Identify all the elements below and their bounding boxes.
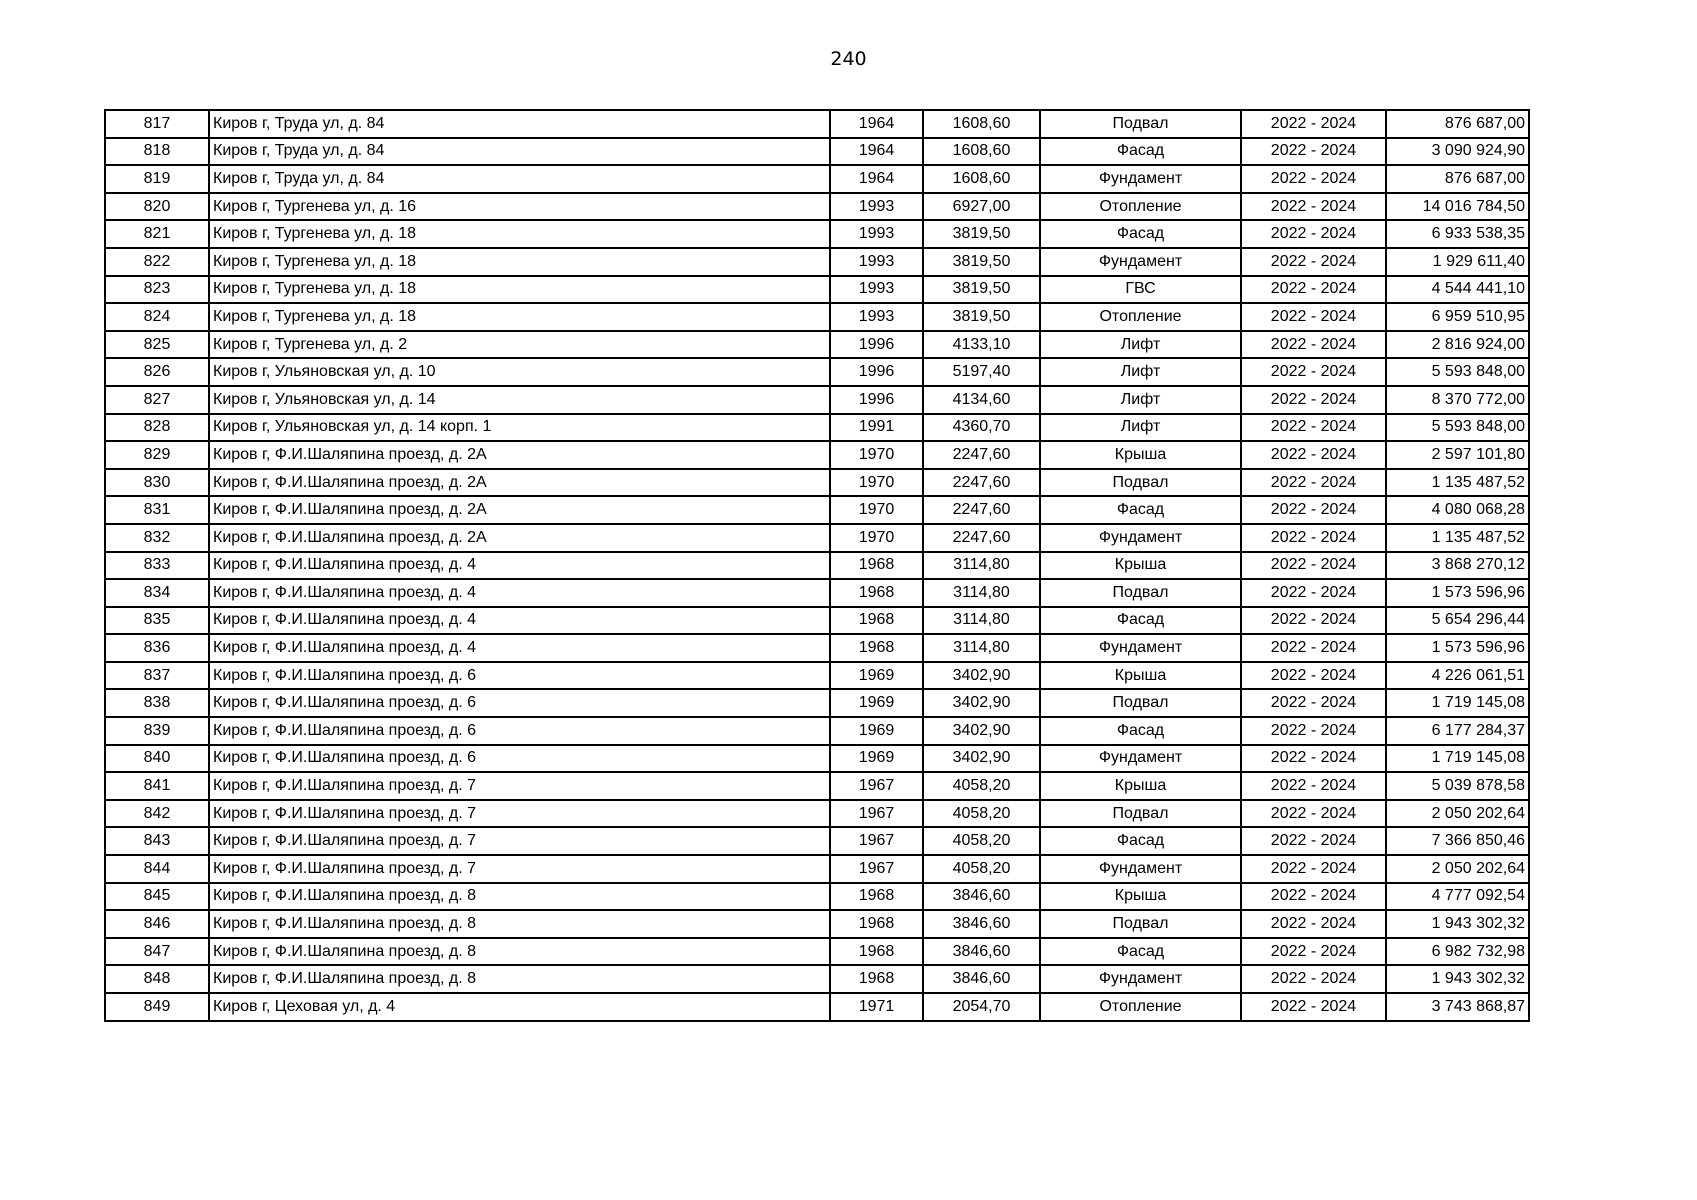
row-number-cell: 839 — [105, 717, 209, 745]
address-cell: Киров г, Ф.И.Шаляпина проезд, д. 6 — [209, 662, 830, 690]
row-number-cell: 840 — [105, 745, 209, 773]
area-cell: 4058,20 — [923, 772, 1040, 800]
row-number-cell: 823 — [105, 276, 209, 304]
area-cell: 4058,20 — [923, 800, 1040, 828]
area-cell: 3114,80 — [923, 634, 1040, 662]
row-number-cell: 820 — [105, 193, 209, 221]
address-cell: Киров г, Цеховая ул, д. 4 — [209, 993, 830, 1021]
work-type-cell: Фасад — [1040, 717, 1241, 745]
table-row — [105, 165, 1529, 193]
address-cell: Киров г, Ф.И.Шаляпина проезд, д. 2А — [209, 441, 830, 469]
build-year-cell: 1969 — [830, 662, 923, 690]
cost-cell: 7 366 850,46 — [1386, 827, 1529, 855]
table-row — [105, 414, 1529, 442]
period-cell: 2022 - 2024 — [1241, 524, 1386, 552]
cost-cell: 6 177 284,37 — [1386, 717, 1529, 745]
table-row — [105, 800, 1529, 828]
work-type-cell: Фасад — [1040, 607, 1241, 635]
address-cell: Киров г, Ф.И.Шаляпина проезд, д. 6 — [209, 745, 830, 773]
work-type-cell: Лифт — [1040, 386, 1241, 414]
table-row — [105, 607, 1529, 635]
row-number-cell: 838 — [105, 689, 209, 717]
area-cell: 4360,70 — [923, 414, 1040, 442]
address-cell: Киров г, Ф.И.Шаляпина проезд, д. 2А — [209, 524, 830, 552]
work-type-cell: Подвал — [1040, 469, 1241, 497]
work-type-cell: Крыша — [1040, 883, 1241, 911]
period-cell: 2022 - 2024 — [1241, 469, 1386, 497]
period-cell: 2022 - 2024 — [1241, 386, 1386, 414]
work-type-cell: Фундамент — [1040, 965, 1241, 993]
cost-cell: 6 959 510,95 — [1386, 303, 1529, 331]
area-cell: 3402,90 — [923, 689, 1040, 717]
address-cell: Киров г, Ф.И.Шаляпина проезд, д. 4 — [209, 552, 830, 580]
table-row — [105, 579, 1529, 607]
work-type-cell: Лифт — [1040, 414, 1241, 442]
work-type-cell: Крыша — [1040, 662, 1241, 690]
build-year-cell: 1993 — [830, 193, 923, 221]
build-year-cell: 1996 — [830, 331, 923, 359]
table-row — [105, 358, 1529, 386]
address-cell: Киров г, Труда ул, д. 84 — [209, 138, 830, 166]
area-cell: 2247,60 — [923, 441, 1040, 469]
row-number-cell: 849 — [105, 993, 209, 1021]
period-cell: 2022 - 2024 — [1241, 579, 1386, 607]
period-cell: 2022 - 2024 — [1241, 745, 1386, 773]
work-type-cell: Отопление — [1040, 303, 1241, 331]
table-row — [105, 524, 1529, 552]
row-number-cell: 841 — [105, 772, 209, 800]
row-number-cell: 843 — [105, 827, 209, 855]
address-cell: Киров г, Тургенева ул, д. 2 — [209, 331, 830, 359]
build-year-cell: 1993 — [830, 303, 923, 331]
area-cell: 3846,60 — [923, 938, 1040, 966]
address-cell: Киров г, Ф.И.Шаляпина проезд, д. 4 — [209, 607, 830, 635]
address-cell: Киров г, Труда ул, д. 84 — [209, 110, 830, 138]
area-cell: 3114,80 — [923, 552, 1040, 580]
period-cell: 2022 - 2024 — [1241, 441, 1386, 469]
table-row — [105, 386, 1529, 414]
work-type-cell: Фасад — [1040, 220, 1241, 248]
build-year-cell: 1967 — [830, 772, 923, 800]
build-year-cell: 1993 — [830, 248, 923, 276]
area-cell: 3114,80 — [923, 579, 1040, 607]
area-cell: 5197,40 — [923, 358, 1040, 386]
build-year-cell: 1968 — [830, 634, 923, 662]
build-year-cell: 1967 — [830, 800, 923, 828]
area-cell: 3402,90 — [923, 745, 1040, 773]
cost-cell: 6 982 732,98 — [1386, 938, 1529, 966]
address-cell: Киров г, Ульяновская ул, д. 14 корп. 1 — [209, 414, 830, 442]
row-number-cell: 847 — [105, 938, 209, 966]
build-year-cell: 1991 — [830, 414, 923, 442]
address-cell: Киров г, Ф.И.Шаляпина проезд, д. 7 — [209, 855, 830, 883]
build-year-cell: 1993 — [830, 220, 923, 248]
row-number-cell: 844 — [105, 855, 209, 883]
cost-cell: 5 593 848,00 — [1386, 414, 1529, 442]
build-year-cell: 1971 — [830, 993, 923, 1021]
table-row — [105, 993, 1529, 1021]
row-number-cell: 822 — [105, 248, 209, 276]
cost-cell: 1 943 302,32 — [1386, 965, 1529, 993]
area-cell: 3402,90 — [923, 662, 1040, 690]
table-row — [105, 745, 1529, 773]
address-cell: Киров г, Ф.И.Шаляпина проезд, д. 7 — [209, 772, 830, 800]
cost-cell: 4 544 441,10 — [1386, 276, 1529, 304]
period-cell: 2022 - 2024 — [1241, 220, 1386, 248]
address-cell: Киров г, Ф.И.Шаляпина проезд, д. 6 — [209, 689, 830, 717]
work-type-cell: Фундамент — [1040, 634, 1241, 662]
period-cell: 2022 - 2024 — [1241, 772, 1386, 800]
area-cell: 2247,60 — [923, 469, 1040, 497]
area-cell: 3819,50 — [923, 276, 1040, 304]
row-number-cell: 837 — [105, 662, 209, 690]
cost-cell: 2 816 924,00 — [1386, 331, 1529, 359]
address-cell: Киров г, Тургенева ул, д. 18 — [209, 303, 830, 331]
repair-registry-table — [104, 109, 1530, 1022]
work-type-cell: Крыша — [1040, 772, 1241, 800]
area-cell: 2247,60 — [923, 496, 1040, 524]
cost-cell: 3 868 270,12 — [1386, 552, 1529, 580]
work-type-cell: Подвал — [1040, 689, 1241, 717]
address-cell: Киров г, Ф.И.Шаляпина проезд, д. 7 — [209, 827, 830, 855]
row-number-cell: 832 — [105, 524, 209, 552]
row-number-cell: 848 — [105, 965, 209, 993]
area-cell: 3846,60 — [923, 965, 1040, 993]
period-cell: 2022 - 2024 — [1241, 414, 1386, 442]
table-row — [105, 220, 1529, 248]
build-year-cell: 1968 — [830, 910, 923, 938]
period-cell: 2022 - 2024 — [1241, 910, 1386, 938]
build-year-cell: 1964 — [830, 165, 923, 193]
address-cell: Киров г, Тургенева ул, д. 16 — [209, 193, 830, 221]
work-type-cell: Крыша — [1040, 441, 1241, 469]
period-cell: 2022 - 2024 — [1241, 855, 1386, 883]
row-number-cell: 818 — [105, 138, 209, 166]
address-cell: Киров г, Ф.И.Шаляпина проезд, д. 6 — [209, 717, 830, 745]
build-year-cell: 1970 — [830, 496, 923, 524]
period-cell: 2022 - 2024 — [1241, 303, 1386, 331]
work-type-cell: Фундамент — [1040, 248, 1241, 276]
build-year-cell: 1964 — [830, 110, 923, 138]
table-row — [105, 193, 1529, 221]
area-cell: 6927,00 — [923, 193, 1040, 221]
area-cell: 1608,60 — [923, 138, 1040, 166]
table-row — [105, 938, 1529, 966]
work-type-cell: Подвал — [1040, 110, 1241, 138]
build-year-cell: 1969 — [830, 717, 923, 745]
area-cell: 4134,60 — [923, 386, 1040, 414]
cost-cell: 14 016 784,50 — [1386, 193, 1529, 221]
work-type-cell: Отопление — [1040, 193, 1241, 221]
build-year-cell: 1969 — [830, 745, 923, 773]
address-cell: Киров г, Ф.И.Шаляпина проезд, д. 4 — [209, 634, 830, 662]
work-type-cell: Фундамент — [1040, 855, 1241, 883]
address-cell: Киров г, Ф.И.Шаляпина проезд, д. 8 — [209, 965, 830, 993]
period-cell: 2022 - 2024 — [1241, 965, 1386, 993]
cost-cell: 2 050 202,64 — [1386, 855, 1529, 883]
row-number-cell: 826 — [105, 358, 209, 386]
table-row — [105, 910, 1529, 938]
build-year-cell: 1993 — [830, 276, 923, 304]
period-cell: 2022 - 2024 — [1241, 634, 1386, 662]
cost-cell: 3 090 924,90 — [1386, 138, 1529, 166]
period-cell: 2022 - 2024 — [1241, 938, 1386, 966]
table-body — [105, 110, 1529, 1021]
cost-cell: 1 943 302,32 — [1386, 910, 1529, 938]
work-type-cell: Фасад — [1040, 138, 1241, 166]
table-row — [105, 883, 1529, 911]
work-type-cell: ГВС — [1040, 276, 1241, 304]
build-year-cell: 1970 — [830, 469, 923, 497]
area-cell: 4058,20 — [923, 855, 1040, 883]
build-year-cell: 1968 — [830, 965, 923, 993]
build-year-cell: 1996 — [830, 358, 923, 386]
build-year-cell: 1967 — [830, 855, 923, 883]
work-type-cell: Фундамент — [1040, 745, 1241, 773]
build-year-cell: 1968 — [830, 883, 923, 911]
work-type-cell: Фасад — [1040, 938, 1241, 966]
row-number-cell: 836 — [105, 634, 209, 662]
address-cell: Киров г, Ф.И.Шаляпина проезд, д. 4 — [209, 579, 830, 607]
row-number-cell: 829 — [105, 441, 209, 469]
work-type-cell: Подвал — [1040, 579, 1241, 607]
work-type-cell: Крыша — [1040, 552, 1241, 580]
cost-cell: 4 080 068,28 — [1386, 496, 1529, 524]
build-year-cell: 1968 — [830, 552, 923, 580]
row-number-cell: 817 — [105, 110, 209, 138]
row-number-cell: 824 — [105, 303, 209, 331]
area-cell: 1608,60 — [923, 110, 1040, 138]
table-row — [105, 138, 1529, 166]
period-cell: 2022 - 2024 — [1241, 331, 1386, 359]
period-cell: 2022 - 2024 — [1241, 607, 1386, 635]
period-cell: 2022 - 2024 — [1241, 662, 1386, 690]
build-year-cell: 1967 — [830, 827, 923, 855]
period-cell: 2022 - 2024 — [1241, 248, 1386, 276]
address-cell: Киров г, Ф.И.Шаляпина проезд, д. 8 — [209, 910, 830, 938]
cost-cell: 1 719 145,08 — [1386, 745, 1529, 773]
cost-cell: 2 597 101,80 — [1386, 441, 1529, 469]
period-cell: 2022 - 2024 — [1241, 165, 1386, 193]
work-type-cell: Лифт — [1040, 331, 1241, 359]
table-row — [105, 662, 1529, 690]
area-cell: 3402,90 — [923, 717, 1040, 745]
work-type-cell: Подвал — [1040, 800, 1241, 828]
period-cell: 2022 - 2024 — [1241, 358, 1386, 386]
area-cell: 2247,60 — [923, 524, 1040, 552]
table-row — [105, 689, 1529, 717]
cost-cell: 5 593 848,00 — [1386, 358, 1529, 386]
build-year-cell: 1970 — [830, 524, 923, 552]
table-row — [105, 772, 1529, 800]
address-cell: Киров г, Ф.И.Шаляпина проезд, д. 2А — [209, 496, 830, 524]
row-number-cell: 834 — [105, 579, 209, 607]
cost-cell: 5 039 878,58 — [1386, 772, 1529, 800]
work-type-cell: Лифт — [1040, 358, 1241, 386]
address-cell: Киров г, Тургенева ул, д. 18 — [209, 220, 830, 248]
work-type-cell: Фундамент — [1040, 524, 1241, 552]
period-cell: 2022 - 2024 — [1241, 717, 1386, 745]
cost-cell: 876 687,00 — [1386, 110, 1529, 138]
cost-cell: 1 135 487,52 — [1386, 524, 1529, 552]
row-number-cell: 830 — [105, 469, 209, 497]
area-cell: 3114,80 — [923, 607, 1040, 635]
table-row — [105, 634, 1529, 662]
page-number: 240 — [830, 48, 867, 70]
table-row — [105, 855, 1529, 883]
work-type-cell: Подвал — [1040, 910, 1241, 938]
cost-cell: 8 370 772,00 — [1386, 386, 1529, 414]
cost-cell: 2 050 202,64 — [1386, 800, 1529, 828]
work-type-cell: Фундамент — [1040, 165, 1241, 193]
address-cell: Киров г, Тургенева ул, д. 18 — [209, 276, 830, 304]
row-number-cell: 819 — [105, 165, 209, 193]
table-row — [105, 552, 1529, 580]
table-row — [105, 303, 1529, 331]
address-cell: Киров г, Ф.И.Шаляпина проезд, д. 2А — [209, 469, 830, 497]
address-cell: Киров г, Ульяновская ул, д. 10 — [209, 358, 830, 386]
row-number-cell: 833 — [105, 552, 209, 580]
table-row — [105, 496, 1529, 524]
table-row — [105, 441, 1529, 469]
table-row — [105, 827, 1529, 855]
area-cell: 3819,50 — [923, 303, 1040, 331]
build-year-cell: 1968 — [830, 579, 923, 607]
row-number-cell: 831 — [105, 496, 209, 524]
period-cell: 2022 - 2024 — [1241, 276, 1386, 304]
cost-cell: 4 226 061,51 — [1386, 662, 1529, 690]
cost-cell: 5 654 296,44 — [1386, 607, 1529, 635]
build-year-cell: 1969 — [830, 689, 923, 717]
table-row — [105, 110, 1529, 138]
cost-cell: 1 929 611,40 — [1386, 248, 1529, 276]
table-row — [105, 248, 1529, 276]
build-year-cell: 1964 — [830, 138, 923, 166]
period-cell: 2022 - 2024 — [1241, 800, 1386, 828]
row-number-cell: 845 — [105, 883, 209, 911]
table-row — [105, 717, 1529, 745]
area-cell: 4133,10 — [923, 331, 1040, 359]
area-cell: 3819,50 — [923, 220, 1040, 248]
area-cell: 3846,60 — [923, 883, 1040, 911]
work-type-cell: Отопление — [1040, 993, 1241, 1021]
cost-cell: 3 743 868,87 — [1386, 993, 1529, 1021]
row-number-cell: 825 — [105, 331, 209, 359]
table-row — [105, 469, 1529, 497]
work-type-cell: Фасад — [1040, 496, 1241, 524]
cost-cell: 4 777 092,54 — [1386, 883, 1529, 911]
address-cell: Киров г, Тургенева ул, д. 18 — [209, 248, 830, 276]
row-number-cell: 835 — [105, 607, 209, 635]
address-cell: Киров г, Ульяновская ул, д. 14 — [209, 386, 830, 414]
address-cell: Киров г, Труда ул, д. 84 — [209, 165, 830, 193]
table-row — [105, 331, 1529, 359]
row-number-cell: 821 — [105, 220, 209, 248]
build-year-cell: 1968 — [830, 938, 923, 966]
cost-cell: 876 687,00 — [1386, 165, 1529, 193]
cost-cell: 1 135 487,52 — [1386, 469, 1529, 497]
period-cell: 2022 - 2024 — [1241, 138, 1386, 166]
area-cell: 2054,70 — [923, 993, 1040, 1021]
period-cell: 2022 - 2024 — [1241, 552, 1386, 580]
area-cell: 1608,60 — [923, 165, 1040, 193]
row-number-cell: 827 — [105, 386, 209, 414]
period-cell: 2022 - 2024 — [1241, 496, 1386, 524]
area-cell: 3819,50 — [923, 248, 1040, 276]
period-cell: 2022 - 2024 — [1241, 993, 1386, 1021]
period-cell: 2022 - 2024 — [1241, 827, 1386, 855]
cost-cell: 1 573 596,96 — [1386, 634, 1529, 662]
row-number-cell: 828 — [105, 414, 209, 442]
cost-cell: 6 933 538,35 — [1386, 220, 1529, 248]
row-number-cell: 846 — [105, 910, 209, 938]
work-type-cell: Фасад — [1040, 827, 1241, 855]
build-year-cell: 1996 — [830, 386, 923, 414]
address-cell: Киров г, Ф.И.Шаляпина проезд, д. 7 — [209, 800, 830, 828]
table-row — [105, 965, 1529, 993]
address-cell: Киров г, Ф.И.Шаляпина проезд, д. 8 — [209, 938, 830, 966]
build-year-cell: 1970 — [830, 441, 923, 469]
period-cell: 2022 - 2024 — [1241, 193, 1386, 221]
period-cell: 2022 - 2024 — [1241, 110, 1386, 138]
period-cell: 2022 - 2024 — [1241, 883, 1386, 911]
table-row — [105, 276, 1529, 304]
period-cell: 2022 - 2024 — [1241, 689, 1386, 717]
build-year-cell: 1968 — [830, 607, 923, 635]
row-number-cell: 842 — [105, 800, 209, 828]
area-cell: 4058,20 — [923, 827, 1040, 855]
cost-cell: 1 719 145,08 — [1386, 689, 1529, 717]
cost-cell: 1 573 596,96 — [1386, 579, 1529, 607]
area-cell: 3846,60 — [923, 910, 1040, 938]
address-cell: Киров г, Ф.И.Шаляпина проезд, д. 8 — [209, 883, 830, 911]
